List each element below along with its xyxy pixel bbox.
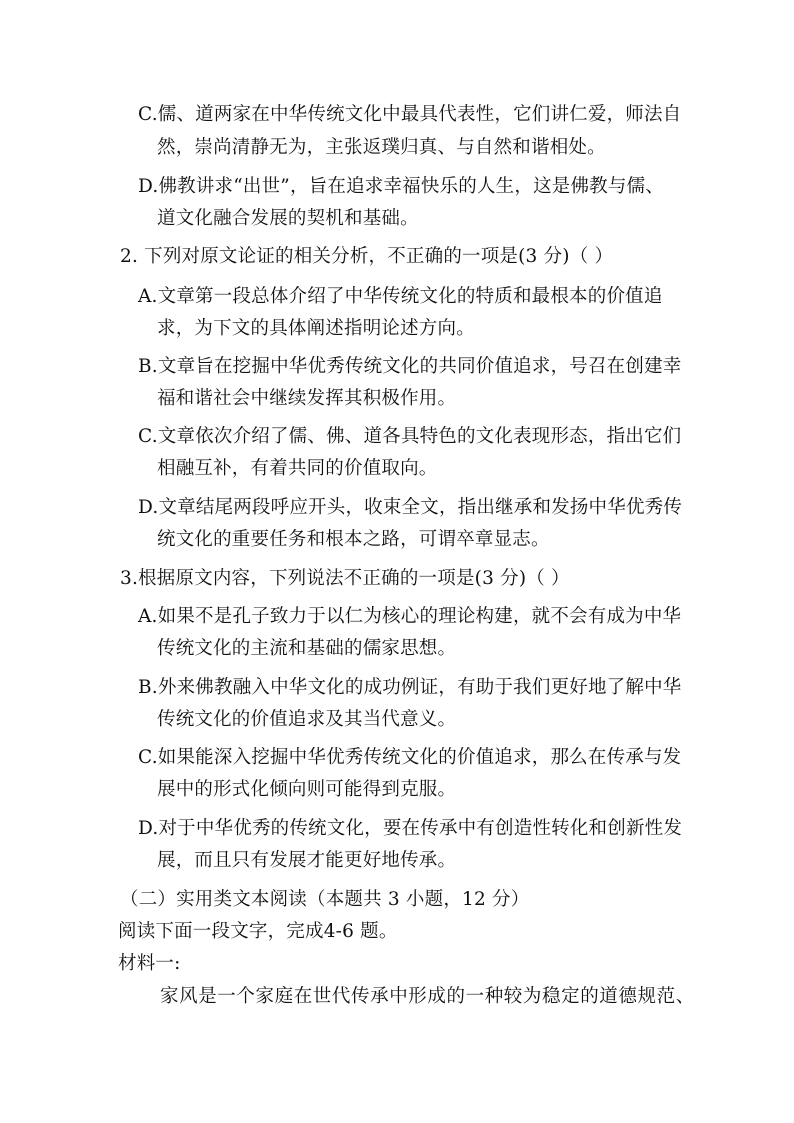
q2-option-a-line-1: A.文章第一段总体介绍了中华传统文化的特质和最根本的价值追	[138, 286, 663, 307]
q2-option-c-line-1: C.文章依次介绍了儒、佛、道各具特色的文化表现形态，指出它们	[138, 426, 682, 447]
question-3: 3.根据原文内容，下列说法不正确的一项是(3 分)（ ）	[120, 568, 570, 589]
q2-option-b-line-2: 福和谐社会中继续发挥其积极作用。	[157, 388, 457, 409]
q3-option-b-line-2: 传统文化的价值追求及其当代意义。	[157, 709, 457, 730]
section-heading: （二）实用类文本阅读（本题共 3 小题，12 分）	[120, 889, 530, 910]
q3-option-b-line-1: B.外来佛教融入中华文化的成功例证，有助于我们更好地了解中华	[138, 677, 682, 698]
option-d-line-1: D.佛教讲求“出世”，旨在追求幸福快乐的人生，这是佛教与儒、	[138, 176, 664, 197]
material-label: 材料一:	[118, 953, 181, 974]
q2-option-b-line-1: B.文章旨在挖掘中华优秀传统文化的共同价值追求，号召在创建幸	[138, 356, 682, 377]
q3-option-a-line-2: 传统文化的主流和基础的儒家思想。	[157, 638, 457, 659]
q3-option-c-line-1: C.如果能深入挖掘中华优秀传统文化的价值追求，那么在传承与发	[138, 747, 682, 768]
option-c-line-2: 然，崇尚清静无为，主张返璞归真、与自然和谐相处。	[157, 137, 606, 158]
question-2: 2. 下列对原文论证的相关分析，不正确的一项是(3 分)（ ）	[120, 246, 614, 267]
q2-option-c-line-2: 相融互补，有着共同的价值取向。	[157, 458, 438, 479]
q2-option-a-line-2: 求，为下文的具体阐述指明论述方向。	[157, 318, 475, 339]
q3-option-c-line-2: 展中的形式化倾向则可能得到克服。	[157, 779, 457, 800]
reading-instruction: 阅读下面一段文字，完成4-6 题。	[118, 921, 398, 942]
q2-option-d-line-2: 统文化的重要任务和根本之路，可谓卒章显志。	[157, 529, 550, 550]
q3-option-a-line-1: A.如果不是孔子致力于以仁为核心的理论构建，就不会有成为中华	[138, 606, 682, 627]
q2-option-d-line-1: D.文章结尾两段呼应开头，收束全文，指出继承和发扬中华优秀传	[138, 497, 683, 518]
option-d-line-2: 道文化融合发展的契机和基础。	[157, 208, 419, 229]
q3-option-d-line-1: D.对于中华优秀的传统文化，要在传承中有创造性转化和创新性发	[138, 818, 683, 839]
q3-option-d-line-2: 展，而且只有发展才能更好地传承。	[157, 850, 457, 871]
material-paragraph-line-1: 家风是一个家庭在世代传承中形成的一种较为稳定的道德规范、	[160, 986, 695, 1007]
option-c-line-1: C.儒、道两家在中华传统文化中最具代表性，它们讲仁爱，师法自	[138, 104, 682, 125]
